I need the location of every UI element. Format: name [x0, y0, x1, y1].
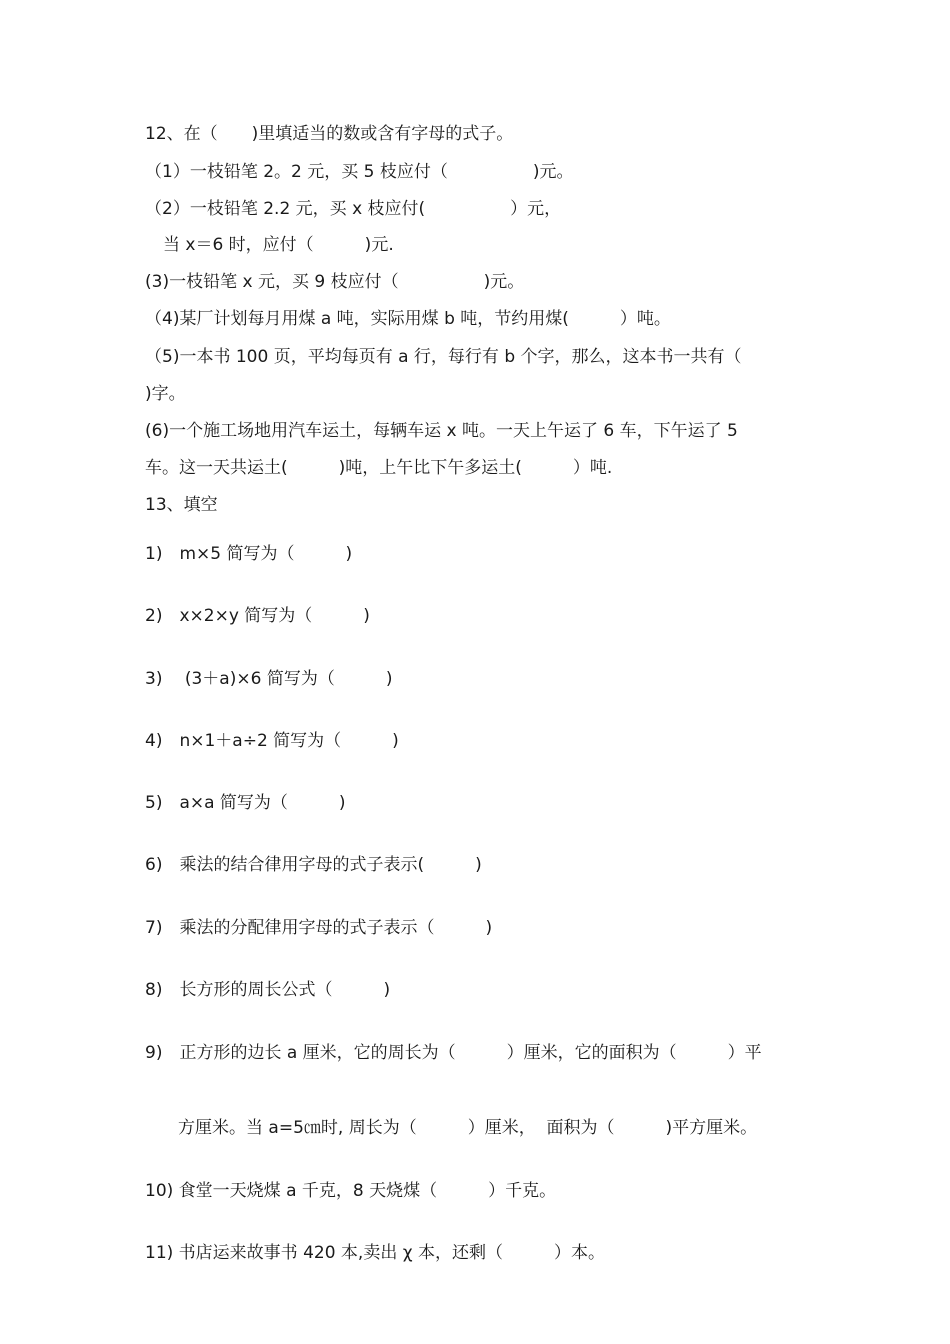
q13-item-7: 7) 乘法的分配律用字母的式子表示（ ) [145, 918, 493, 938]
q13-item-3: 3) (3＋a)×6 简写为（ ) [145, 669, 393, 689]
q12-item-3: (3)一枝铅笔 x 元，买 9 枝应付（ )元。 [145, 272, 525, 292]
q13-item-2: 2) x×2×y 简写为（ ) [145, 606, 370, 626]
q12-item-6-cont: 车。这一天共运土( )吨，上午比下午多运土( ）吨. [145, 458, 613, 478]
q13-item-9-cont: 方厘米。当 a=5㎝时, 周长为（ ）厘米， 面积为（ )平方厘米。 [178, 1118, 758, 1138]
q13-item-8: 8) 长方形的周长公式（ ) [145, 980, 391, 1000]
q13-item-4: 4) n×1＋a÷2 简写为（ ) [145, 731, 399, 751]
q12-item-4: （4)某厂计划每月用煤 a 吨，实际用煤 b 吨，节约用煤( ）吨。 [145, 309, 671, 329]
q13-title: 13、填空 [145, 495, 218, 515]
q13-item-1: 1) m×5 简写为（ ) [145, 544, 353, 564]
q13-item-11: 11) 书店运来故事书 420 本,卖出 χ 本，还剩（ ）本。 [145, 1243, 605, 1263]
q12-item-5-cont: )字。 [145, 384, 186, 404]
q12-title: 12、在（ )里填适当的数或含有字母的式子。 [145, 124, 514, 144]
q13-item-10: 10) 食堂一天烧煤 a 千克，8 天烧煤（ ）千克。 [145, 1181, 557, 1201]
q13-item-9: 9) 正方形的边长 a 厘米，它的周长为（ ）厘米，它的面积为（ ）平 [145, 1043, 762, 1063]
q12-item-6: (6)一个施工场地用汽车运土，每辆车运 x 吨。一天上午运了 6 车，下午运了 5 [145, 421, 738, 441]
q12-item-1: （1）一枝铅笔 2。2 元，买 5 枝应付（ )元。 [145, 162, 574, 182]
q13-item-5: 5) a×a 简写为（ ) [145, 793, 346, 813]
q13-item-6: 6) 乘法的结合律用字母的式子表示( ) [145, 855, 482, 875]
q12-item-2: （2）一枝铅笔 2.2 元，买 x 枝应付( ）元， [145, 199, 562, 219]
q12-item-2-cont: 当 x＝6 时，应付（ )元. [163, 235, 394, 255]
q12-item-5: （5)一本书 100 页，平均每页有 a 行，每行有 b 个字，那么，这本书一共有（ [145, 347, 742, 367]
